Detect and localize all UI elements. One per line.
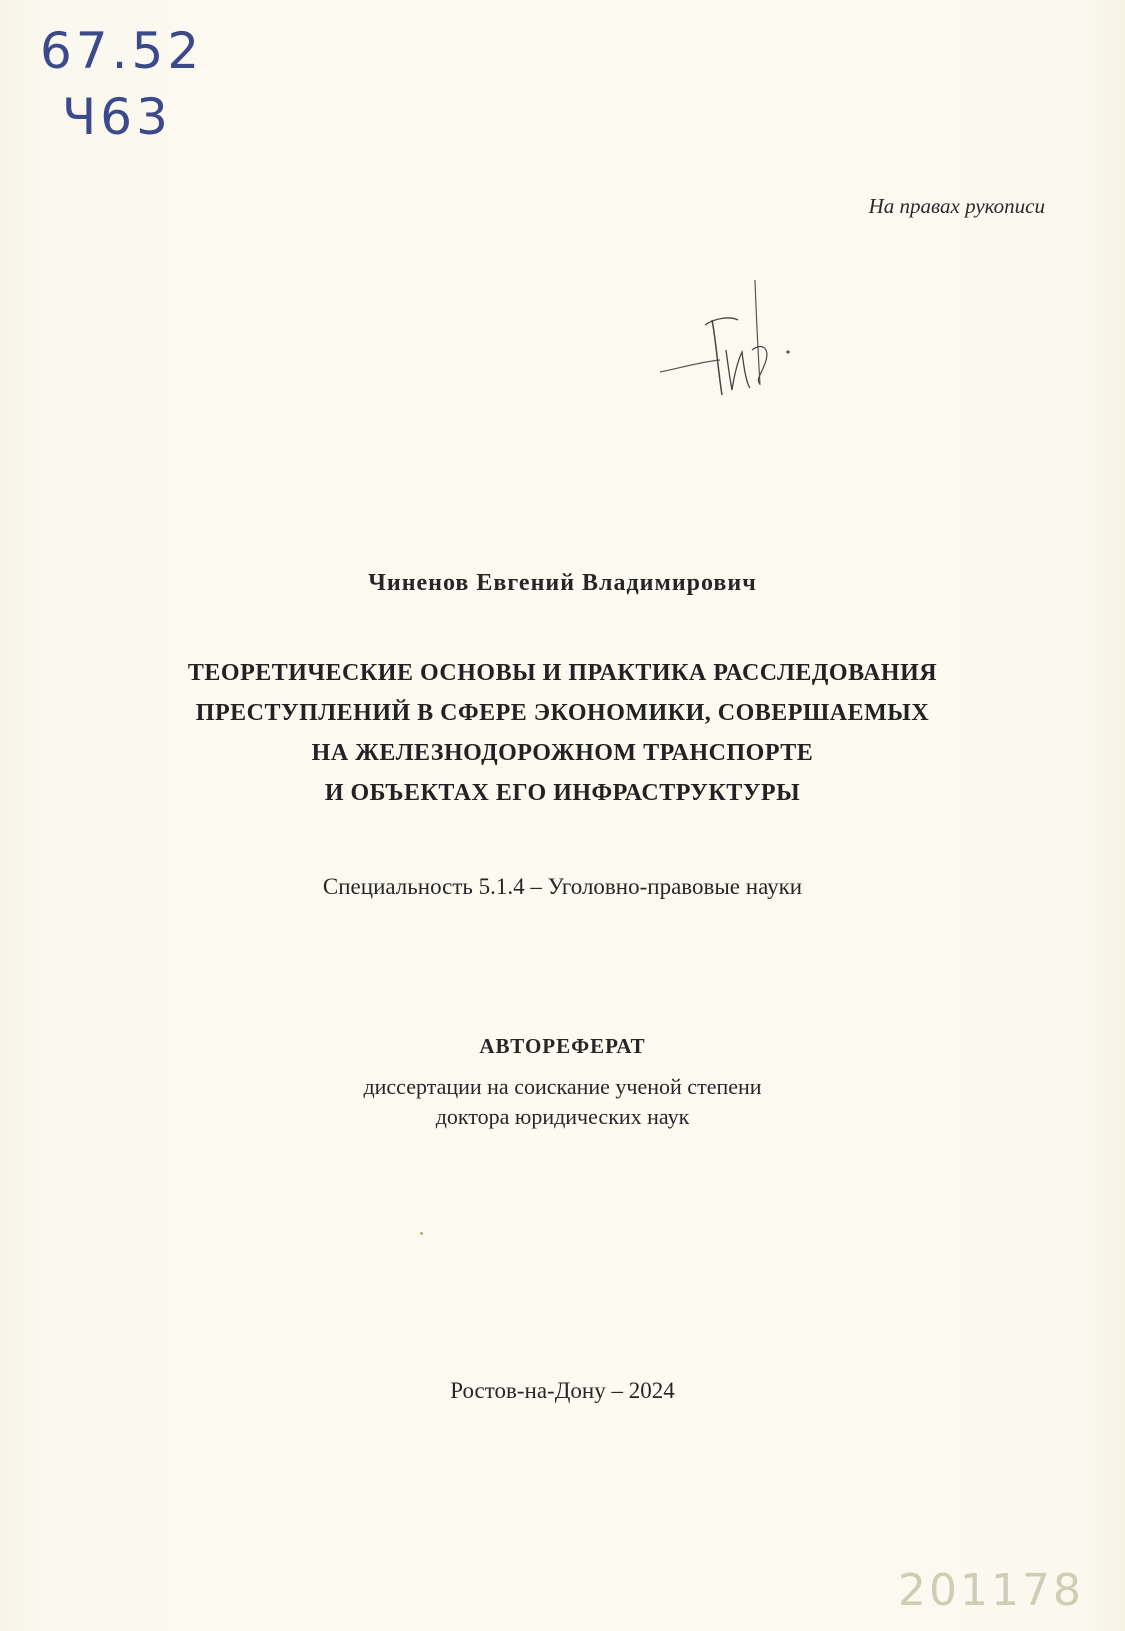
paper-speck [420, 1232, 423, 1235]
title-line: НА ЖЕЛЕЗНОДОРОЖНОМ ТРАНСПОРТЕ [311, 740, 814, 766]
title-line: И ОБЪЕКТАХ ЕГО ИНФРАСТРУКТУРЫ [324, 780, 801, 806]
degree-description [0, 1072, 1125, 1132]
title-line: ПРЕСТУПЛЕНИЙ В СФЕРЕ ЭКОНОМИКИ, СОВЕРШАЕМЫХ [195, 700, 930, 726]
degree-line: диссертации на соискание ученой степени [363, 1074, 762, 1099]
handwritten-author-mark: Ч63 [62, 88, 172, 146]
handwritten-catalog-code: 67.52 [40, 22, 204, 80]
rights-note: На правах рукописи [868, 194, 1045, 218]
title-line: ТЕОРЕТИЧЕСКИЕ ОСНОВЫ И ПРАКТИКА РАССЛЕДОВАНИЯ [187, 660, 938, 686]
dissertation-title [0, 653, 1125, 813]
handwritten-inventory-number: 201178 [898, 1565, 1084, 1616]
signature-icon [660, 280, 820, 410]
degree-line: доктора юридических наук [435, 1104, 690, 1129]
city-year-imprint: Ростов-на-Дону – 2024 [450, 1378, 675, 1403]
document-type: АВТОРЕФЕРАТ [479, 1034, 646, 1058]
specialty: Специальность 5.1.4 – Уголовно-правовые науки [322, 874, 803, 899]
author-name: Чиненов Евгений Владимирович [368, 570, 757, 596]
